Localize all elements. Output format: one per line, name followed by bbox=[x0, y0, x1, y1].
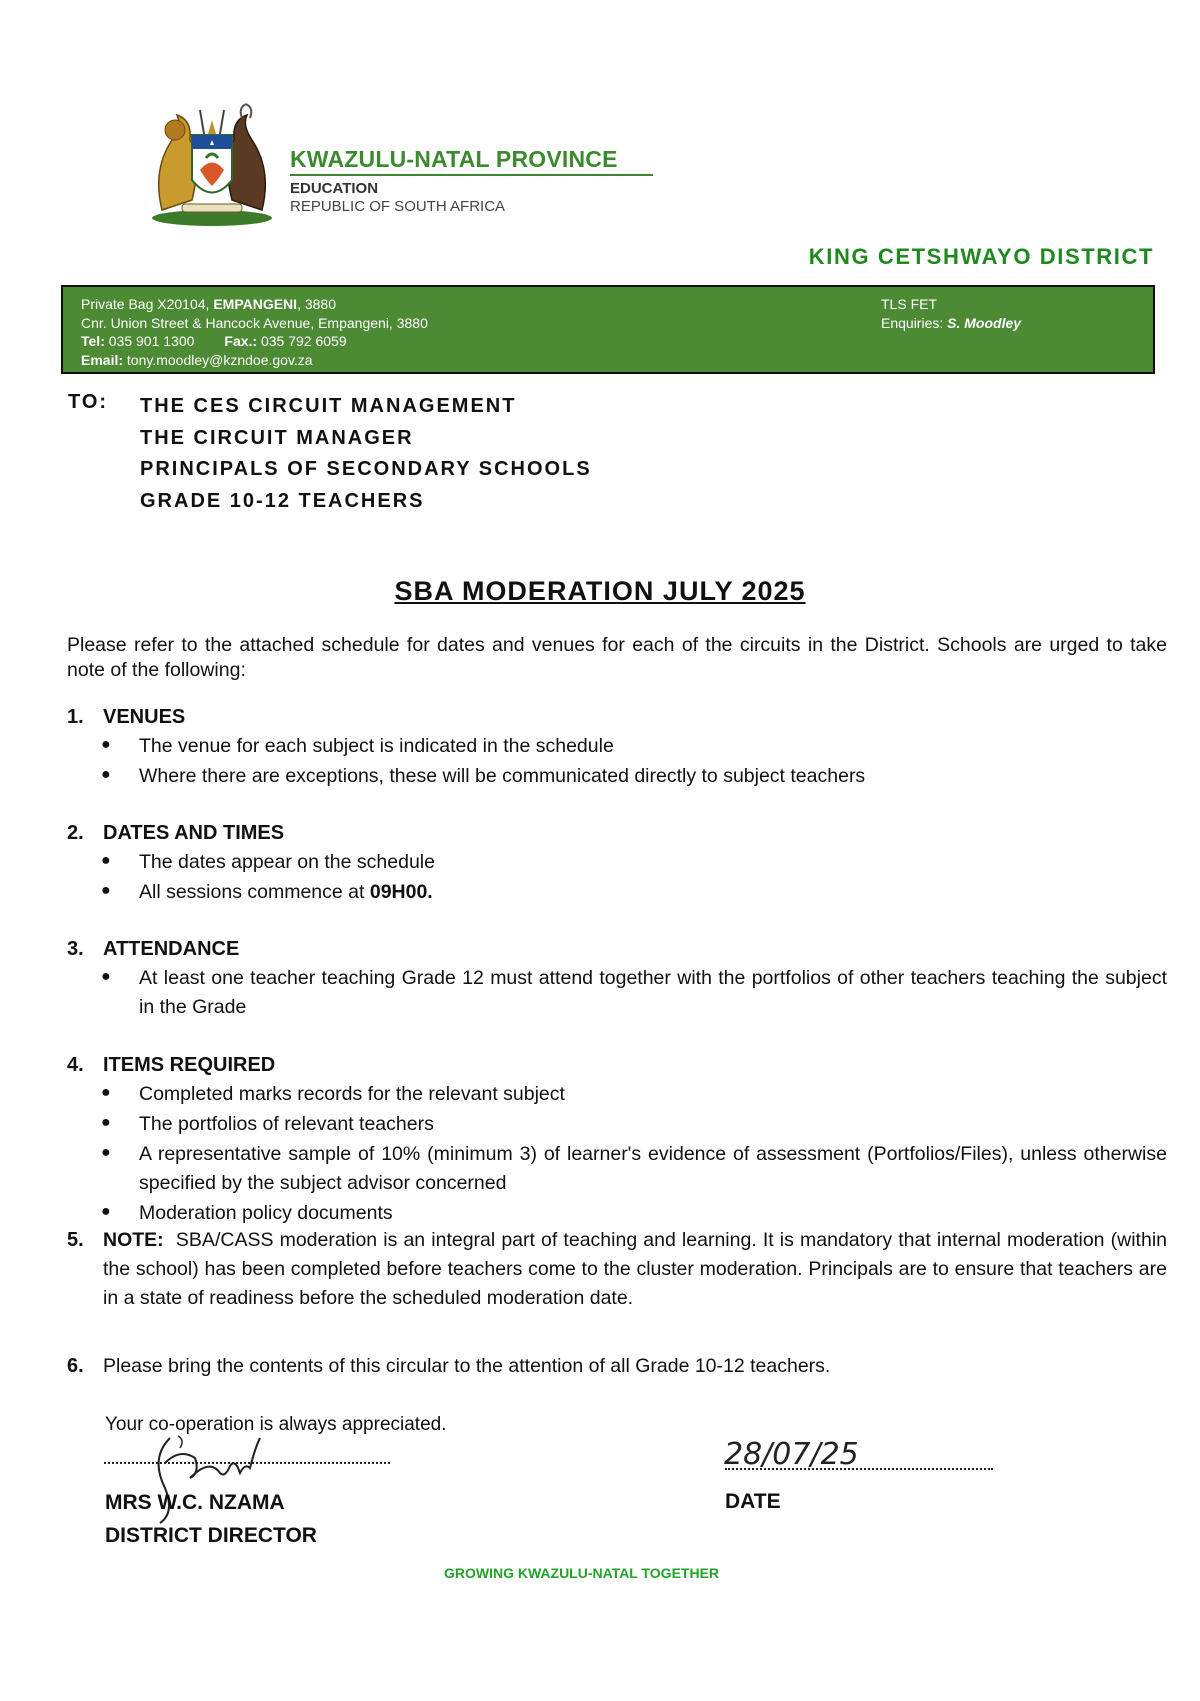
country-name: REPUBLIC OF SOUTH AFRICA bbox=[290, 198, 506, 215]
closing-instruction: Please bring the contents of this circular to the attention of all Grade 10-12 teachers. bbox=[103, 1355, 831, 1377]
title-divider bbox=[290, 174, 653, 176]
list-item: A representative sample of 10% (minimum 3) of learner's evidence of assessment (Portfolios/Files), unless otherwise specified by the subject advisor concerned bbox=[139, 1143, 1167, 1194]
list-item: Where there are exceptions, these will be communicated directly to subject teachers bbox=[139, 765, 866, 787]
date-line bbox=[725, 1468, 993, 1470]
signature-line bbox=[104, 1462, 390, 1464]
phone-line: Tel: 035 901 1300 Fax.: 035 792 6059 bbox=[81, 333, 347, 349]
recipient-item: PRINCIPALS OF SECONDARY SCHOOLS bbox=[140, 458, 592, 480]
department-name: EDUCATION bbox=[290, 180, 379, 197]
date-label: DATE bbox=[725, 1490, 781, 1513]
bullet-icon: ● bbox=[101, 852, 111, 869]
province-title: KWAZULU-NATAL PROVINCE bbox=[290, 146, 618, 172]
list-item: The venue for each subject is indicated in the schedule bbox=[139, 735, 614, 757]
signatory-block bbox=[105, 1486, 317, 1552]
recipient-item: THE CES CIRCUIT MANAGEMENT bbox=[140, 395, 517, 417]
email-line: Email: tony.moodley@kzndoe.gov.za bbox=[81, 351, 313, 368]
list-item: Moderation policy documents bbox=[139, 1202, 393, 1224]
unit-name: TLS FET bbox=[881, 296, 938, 312]
note-paragraph: NOTE: SBA/CASS moderation is an integral part of teaching and learning. It is mandatory that internal moderation (within the school) has been completed before teachers come to the cluster moderation. Principals are to ensure that teachers are in a state of readiness before the scheduled moderation date. bbox=[103, 1229, 1167, 1309]
section-heading-attendance: ATTENDANCE bbox=[103, 938, 240, 960]
section-number: 1. bbox=[67, 706, 84, 728]
recipient-item: THE CIRCUIT MANAGER bbox=[140, 426, 414, 449]
bullet-icon: ● bbox=[101, 736, 111, 753]
signatory-role: DISTRICT DIRECTOR bbox=[105, 1524, 317, 1547]
section-number: 5. bbox=[67, 1229, 84, 1251]
list-item: At least one teacher teaching Grade 12 must attend together with the portfolios of other teachers teaching the subject in the Grade bbox=[139, 967, 1167, 1018]
section-heading-dates: DATES AND TIMES bbox=[103, 822, 285, 844]
bullet-icon: ● bbox=[101, 1114, 111, 1131]
section-number: 3. bbox=[67, 938, 84, 960]
section-number: 4. bbox=[67, 1054, 84, 1076]
section-number: 2. bbox=[67, 822, 84, 844]
list-item: Completed marks records for the relevant subject bbox=[139, 1083, 565, 1105]
document-title: SBA MODERATION JULY 2025 bbox=[394, 576, 806, 606]
bullet-icon: ● bbox=[101, 1084, 111, 1101]
start-time: 09H00. bbox=[369, 881, 433, 903]
section-heading-venues: VENUES bbox=[103, 706, 186, 728]
svg-text:28/07/25: 28/07/25 bbox=[724, 1437, 859, 1472]
enquiries-block bbox=[881, 295, 1021, 332]
contact-bar bbox=[61, 285, 1155, 374]
district-name: KING CETSHWAYO DISTRICT bbox=[808, 244, 1154, 269]
enquiries-line: Enquiries: S. Moodley bbox=[881, 314, 1022, 331]
list-item: The portfolios of relevant teachers bbox=[139, 1113, 434, 1135]
footer-slogan: GROWING KWAZULU-NATAL TOGETHER bbox=[443, 1565, 720, 1581]
bullet-icon: ● bbox=[101, 1203, 111, 1220]
bullet-icon: ● bbox=[101, 968, 111, 985]
street-address: Cnr. Union Street & Hancock Avenue, Empangeni, 3880 bbox=[81, 314, 428, 331]
contact-address-block bbox=[81, 295, 428, 369]
section-heading-items: ITEMS REQUIRED bbox=[103, 1054, 276, 1076]
section-number: 6. bbox=[67, 1355, 84, 1377]
bullet-icon: ● bbox=[101, 1144, 111, 1161]
list-item: The dates appear on the schedule bbox=[139, 851, 435, 873]
note-label: NOTE: bbox=[103, 1229, 164, 1251]
postal-address: Private Bag X20104, EMPANGENI, 3880 bbox=[81, 296, 336, 312]
recipient-item: GRADE 10-12 TEACHERS bbox=[140, 489, 425, 512]
coat-of-arms-icon bbox=[142, 100, 282, 230]
intro-paragraph: Please refer to the attached schedule for dates and venues for each of the circuits in the District. Schools are urged to take note of the following: bbox=[67, 634, 1167, 681]
bullet-icon: ● bbox=[101, 882, 111, 899]
list-item: All sessions commence at 09H00. bbox=[139, 881, 433, 903]
email-link[interactable]: tony.moodley@kzndoe.gov.za bbox=[126, 351, 313, 368]
signatory-name: MRS W.C. NZAMA bbox=[105, 1491, 285, 1514]
recipient-list bbox=[140, 391, 592, 517]
bullet-icon: ● bbox=[101, 766, 111, 783]
closing-remark: Your co-operation is always appreciated. bbox=[105, 1414, 447, 1435]
to-label: TO: bbox=[68, 391, 109, 413]
